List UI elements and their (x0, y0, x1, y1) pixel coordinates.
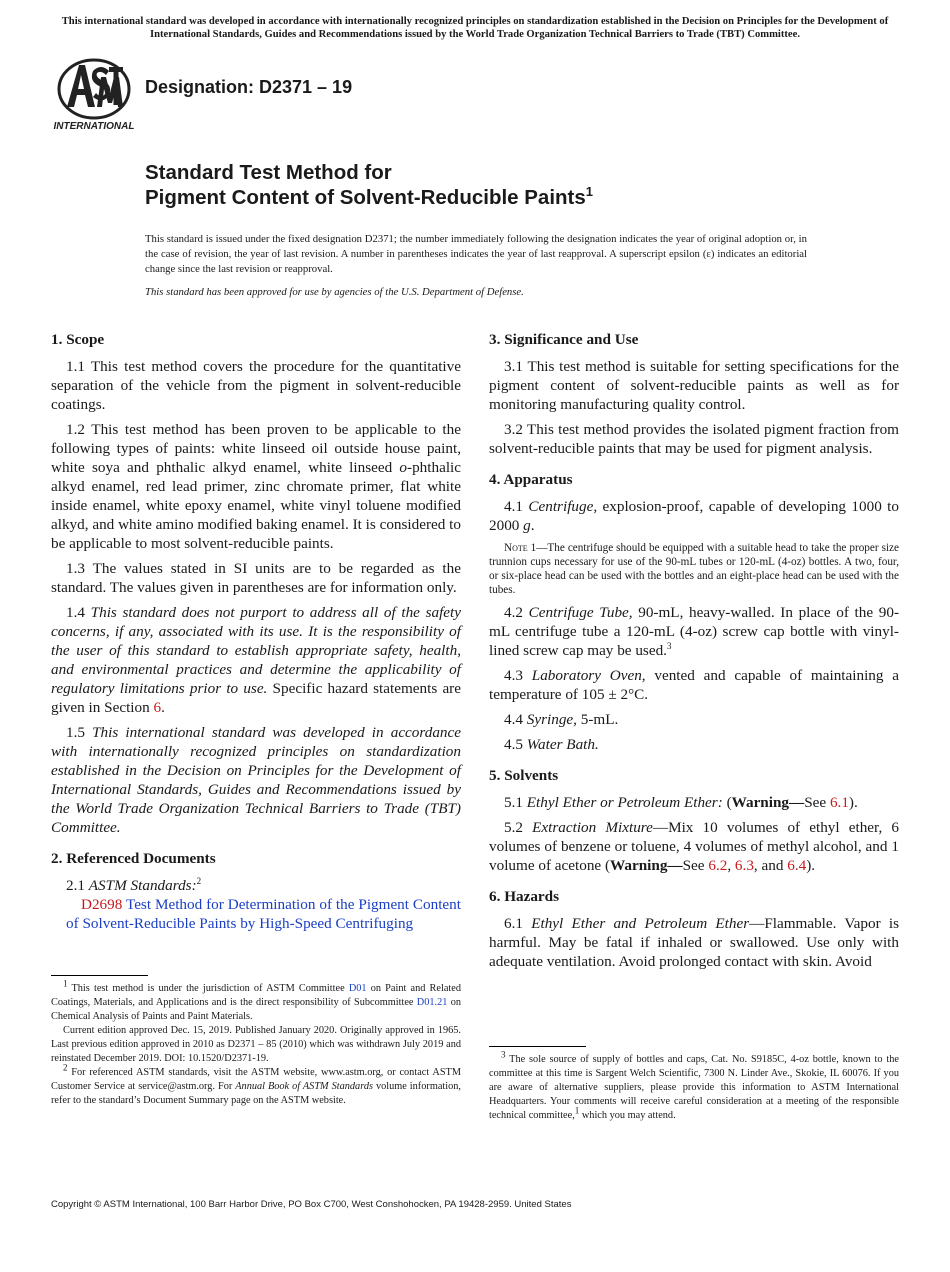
paragraph-3-1: 3.1 This test method is suitable for setting specifications for the pigment content of solvent-reducible paints as well as for monitoring manufacturing quality control. (489, 358, 899, 413)
footnote-3: $^3$ The sole source of supply of bottles and caps, Cat. No. S9185C, 4-oz bottle, known to the committee at this time is Sargent Welch Scientific, 7300 N. Linder Ave., Skokie, IL 60076. If you are aware of alternative suppliers, please provide this information to ASTM International Headquarters. Your comments will receive careful consideration at a meeting of the responsible technical committee,$^1$ which you may attend. (489, 1049, 899, 1121)
issued-statement: This standard is issued under the fixed designation D2371; the number immediately following the designation indicates the year of original adoption or, in the case of revision, the year of last revision. A number in parentheses indicates the year of last reapproval. A superscript epsilon (ε) indicates an editorial change since the last revision or reapproval. (145, 233, 807, 275)
left-column (51, 330, 461, 939)
page-title (145, 160, 593, 210)
section-heading-significance: 3. Significance and Use (489, 331, 639, 348)
paragraph-1-2: 1.2 This test method has been proven to be applicable to the following types of paints: white linseed oil outside house paint, white soya and phthalic alkyd enamel, white linseed o-phthalic alkyd enamel, red lead primer, zinc chromate primer, flat white inside enamel, white epoxy enamel, white vinyl toluene modified alkyd, and white amino modified baking enamel. It is considered to be applicable to most solvent-reducible paints. (51, 421, 461, 552)
footnotes-left (51, 975, 461, 1108)
paragraph-1-3: 1.3 The values stated in SI units are to be regarded as the standard. The values given in parentheses are for information only. (51, 560, 461, 596)
paragraph-4-4: 4.4 Syringe, 5-mL. (504, 711, 619, 728)
dod-approval-statement: This standard has been approved for use by agencies of the U.S. Department of Defense. (145, 286, 524, 298)
d2698-title-link[interactable]: Test Method for Determination of the Pigment Content of Solvent-Reducible Paints by High-Speed Centrifuging (66, 896, 461, 932)
ref-6-4-link[interactable]: 6.4 (787, 857, 807, 874)
ref-6-1-link[interactable]: 6.1 (829, 794, 849, 811)
section-heading-solvents: 5. Solvents (489, 767, 559, 784)
paragraph-4-5: 4.5 Water Bath. (504, 736, 599, 753)
title-footnote-mark: 1 (585, 184, 594, 200)
footnote-1: $^1$ This test method is under the jurisdiction of ASTM Committee D01 on Paint and Related Coatings, Materials, and Applications and is the direct responsibility of Subcommittee D01.21 on Chemical Analysis of Paints and Paint Materials. (51, 978, 461, 1022)
astm-logo-icon (53, 57, 135, 132)
section-6-link[interactable]: 6 (153, 699, 162, 716)
paragraph-4-1: 4.1 Centrifuge, explosion-proof, capable of developing 1000 to 2000 g. (489, 498, 899, 534)
designation: Designation: D2371 – 19 (145, 77, 353, 97)
ref-6-3-link[interactable]: 6.3 (734, 857, 754, 874)
right-column (489, 330, 899, 977)
paragraph-5-1: 5.1 Ethyl Ether or Petroleum Ether: (Warning—See 6.1). (504, 794, 858, 811)
paragraph-1-4: 1.4 This standard does not purport to address all of the safety concerns, if any, associated with its use. It is the responsibility of the user of this standard to establish appropriate safety, health, and environmental practices and determine the applicability of regulatory limitations prior to use. Specific hazard statements are given in Section 6. (51, 604, 462, 716)
title-line-2: Pigment Content of Solvent-Reducible Paints$^1$ (145, 184, 594, 209)
section-heading-apparatus: 4. Apparatus (489, 471, 573, 488)
title-line-1: Standard Test Method for (145, 161, 392, 184)
reference-d2698 (51, 895, 461, 933)
paragraph-4-3: 4.3 Laboratory Oven, vented and capable of maintaining a temperature of 105 ± 2°C. (489, 667, 899, 703)
copyright-footer: Copyright © ASTM International, 100 Barr Harbor Drive, PO Box C700, West Conshohocken, PA 19428-2959. United States (51, 1199, 572, 1210)
section-heading-hazards: 6. Hazards (489, 888, 560, 905)
footnote-1-edition: Current edition approved Dec. 15, 2019. Published January 2020. Originally approved in 1965. Last previous edition approved in 2010 as D2371 – 85 (2010) which was withdrawn July 2019 and reinstated December 2019. DOI: 10.1520/D2371-19. (51, 1025, 461, 1064)
paragraph-1-5: 1.5 This international standard was developed in accordance with internationally recognized principles on standardization established in the Decision on Principles for the Development of International Standards, Guides and Recommendations issued by the World Trade Organization Technical Barriers to Trade (TBT) Committee. (51, 724, 462, 836)
section-heading-scope: 1. Scope (51, 331, 105, 348)
ref-6-2-link[interactable]: 6.2 (708, 857, 728, 874)
footnote-divider (489, 1046, 586, 1047)
paragraph-3-2: 3.2 This test method provides the isolated pigment fraction from solvent-reducible paints that may be used for pigment analysis. (489, 421, 899, 457)
paragraph-4-2: 4.2 Centrifuge Tube, 90-mL, heavy-walled. In place of the 90-mL centrifuge tube a 120-mL (4-oz) screw cap bottle with vinyl-lined screw cap may be used.$^3$ (489, 604, 900, 659)
wto-notice: This international standard was developed in accordance with internationally recognized principles on standardization established in the Decision on Principles for the Development of International Standards, Guides and Recommendations issued by the World Trade Organization Technical Barriers to Trade (TBT) Committee. (61, 16, 889, 40)
d01-link[interactable]: D01 (348, 983, 367, 994)
paragraph-5-2: 5.2 Extraction Mixture—Mix 10 volumes of ethyl ether, 6 volumes of benzene or toluene, 4 volumes of methyl alcohol, and 1 volume of acetone (Warning—See 6.2, 6.3, and 6.4). (489, 819, 900, 874)
paragraph-2-1: 2.1 ASTM Standards:$^2$ (66, 875, 202, 894)
footnotes-right (489, 1046, 899, 1123)
logo-international-text: INTERNATIONAL (53, 121, 135, 132)
paragraph-1-1: 1.1 This test method covers the procedure for the quantitative separation of the vehicle from the pigment in solvent-reducible coatings. (51, 358, 461, 413)
footnote-2: $^2$ For referenced ASTM standards, visit the ASTM website, www.astm.org, or contact ASTM Customer Service at service@astm.org. For Annual Book of ASTM Standards volume information, refer to the standard’s Document Summary page on the ASTM website. (51, 1062, 461, 1106)
footnote-divider (51, 975, 148, 976)
paragraph-6-1: 6.1 Ethyl Ether and Petroleum Ether—Flammable. Vapor is harmful. May be fatal if inhaled or swallowed. Use only with adequate ventilation. Avoid prolonged contact with skin. Avoid (489, 915, 900, 970)
note-1: Note 1—The centrifuge should be equipped with a suitable head to take the proper size trunnion cups necessary for use of the 90-mL tubes or 120-mL (4-oz) bottles. A two, four, or six-place head can be used with the bottles and an eight-place head can be used with the tubes. (489, 542, 899, 596)
d01-21-link[interactable]: D01.21 (416, 997, 448, 1008)
d2698-link[interactable]: D2698 (81, 896, 123, 913)
section-heading-referenced-documents: 2. Referenced Documents (51, 850, 216, 867)
